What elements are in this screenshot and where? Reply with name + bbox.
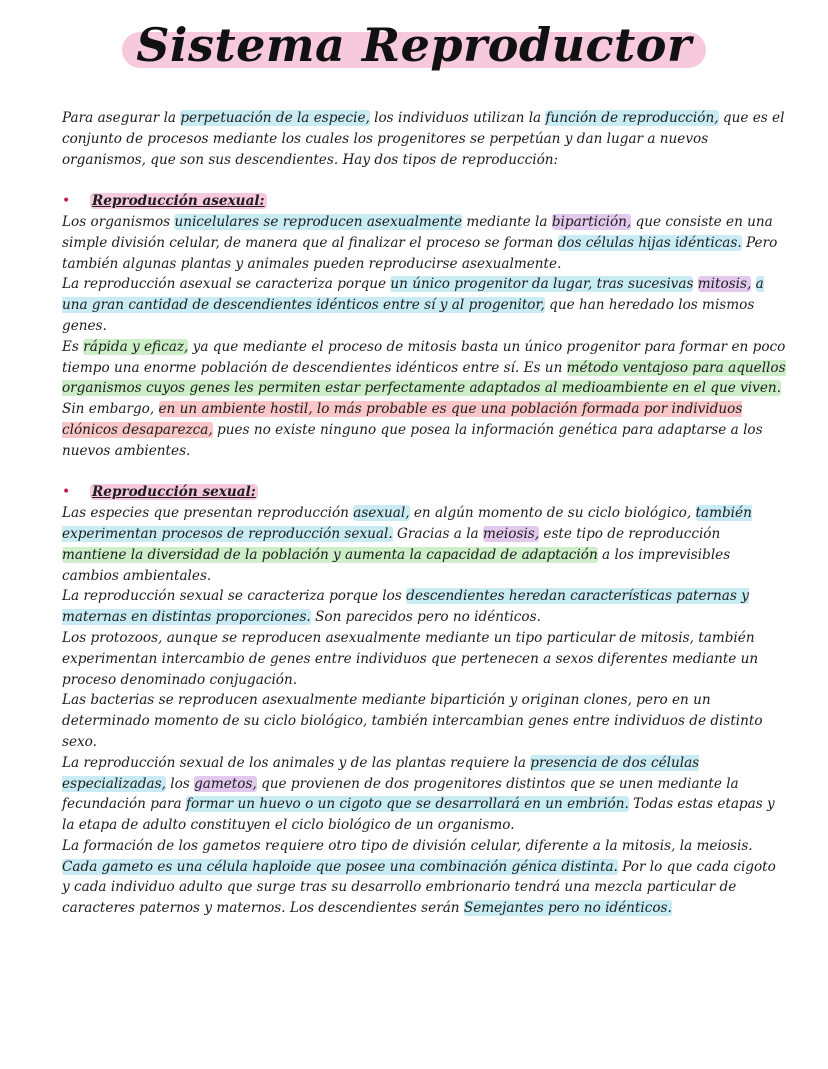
text-run: que provienen de dos progenitores distintos que se unen mediante la fecundación para — [62, 775, 739, 813]
highlighted-text: método ventajoso para aquellos organismos cuyos genes les permiten estar perfectamente adaptados al medioambiente en el que viven. — [62, 359, 786, 397]
text-run: La formación de los gametos requiere otro tipo de división celular, diferente a la mitosis, la meiosis. — [62, 837, 753, 854]
section-body-sexual — [62, 503, 786, 919]
text-run: Por lo que cada cigoto y cada individuo adulto que surge tras su desarrollo embrionario tendrá una mezcla particular de caracteres paternos y maternos. Los descendientes serán — [62, 858, 776, 917]
section-paragraph — [62, 753, 786, 836]
text-run: La reproducción asexual se caracteriza porque — [62, 276, 391, 293]
text-run: La reproducción sexual de los animales y de las plantas requiere la — [62, 754, 531, 771]
text-run: que es el conjunto de procesos mediante los cuales los progenitores se perpetúan y dan lugar a nuevos organismos, que son sus descendientes. Hay dos tipos de reproducción: — [62, 110, 785, 168]
text-run: Gracias a la — [392, 525, 483, 542]
section-heading-asexual — [62, 191, 786, 212]
section-body-asexual — [62, 212, 786, 462]
text-run: los — [165, 775, 195, 792]
highlighted-text: a una gran cantidad de descendientes idénticos entre sí y al progenitor, — [62, 276, 764, 314]
text-run: este tipo de reproducción — [539, 525, 721, 542]
highlighted-text: meiosis, — [483, 525, 540, 542]
intro-paragraph — [62, 108, 786, 170]
text-run: a los imprevisibles cambios ambientales. — [62, 546, 731, 584]
highlighted-text: también experimentan procesos de reproducción sexual. — [62, 505, 752, 542]
text-run: La reproducción sexual se caracteriza porque los — [62, 588, 407, 605]
text-run: Las especies que presentan reproducción — [62, 505, 354, 522]
section-paragraph — [62, 628, 786, 690]
text-run: ya que mediante el proceso de mitosis basta un único progenitor para formar en poco tiempo una enorme población de descendientes idénticos entre sí. Es un — [62, 338, 786, 376]
section-paragraph — [62, 274, 786, 336]
highlighted-text: rápida y eficaz, — [83, 338, 189, 355]
text-run: mediante la — [462, 213, 552, 230]
highlighted-text: un único progenitor da lugar, tras sucesivas — [390, 276, 694, 293]
text-run: Las bacterias se reproducen asexualmente mediante bipartición y originan clones, pero en un determinado momento de su ciclo biológico, también intercambian genes entre individuos de distinto sexo. — [62, 692, 763, 750]
section-paragraph — [62, 586, 786, 628]
text-run: Pero también algunas plantas y animales pueden reproducirse asexualmente. — [62, 234, 778, 272]
text-run: Sin embargo, — [62, 401, 159, 418]
highlighted-text: Cada gameto es una célula haploide que posee una combinación génica distinta. — [62, 858, 618, 875]
highlighted-text: bipartición, — [551, 213, 632, 230]
text-run: Es — [62, 338, 84, 355]
section-paragraph — [62, 690, 786, 752]
highlighted-text: mantiene la diversidad de la población y aumenta la capacidad de adaptación — [62, 546, 598, 563]
text-run: Para asegurar la — [62, 110, 181, 126]
section-heading-label: Reproducción asexual: — [92, 193, 265, 210]
highlighted-text: mitosis, — [697, 276, 752, 293]
page-title: Sistema Reproductor — [122, 18, 705, 72]
highlighted-text: formar un huevo o un cigoto que se desarrollará en un embrión. — [185, 796, 629, 813]
highlighted-text: presencia de dos células especializadas, — [62, 754, 700, 792]
title-area — [0, 18, 828, 72]
highlighted-text: en un ambiente hostil, lo más probable es que una población formada por individuos clónicos desaparezca, — [62, 401, 743, 438]
highlighted-text: gametos, — [194, 775, 257, 792]
text-run: en algún momento de su ciclo biológico, — [409, 505, 696, 522]
document-body — [62, 108, 786, 919]
section-paragraph — [62, 337, 786, 462]
highlighted-text: perpetuación de la especie, — [180, 110, 370, 126]
text-run: que han heredado los mismos genes. — [62, 297, 755, 334]
text-run: pues no existe ninguno que posea la información genética para adaptarse a los nuevos ambientes. — [62, 421, 763, 459]
text-run: Son parecidos pero no idénticos. — [310, 609, 541, 626]
highlighted-text: unicelulares se reproducen asexualmente — [174, 213, 463, 230]
text-run — [751, 276, 755, 292]
bullet-icon: • — [62, 193, 71, 210]
highlighted-text: dos células hijas idénticas. — [557, 234, 742, 251]
section-paragraph — [62, 836, 786, 919]
text-run: los individuos utilizan la — [369, 110, 546, 126]
highlighted-text: asexual, — [353, 505, 410, 522]
section-paragraph — [62, 212, 786, 274]
text-run: que consiste en una simple división celular, de manera que al finalizar el proceso se forman — [62, 213, 773, 251]
text-run: Los protozoos, aunque se reproducen asexualmente mediante un tipo particular de mitosis, también experimentan intercambio de genes entre individuos que pertenecen a sexos diferentes mediante un proceso denominado conjugación. — [62, 629, 759, 688]
highlighted-text: Semejantes pero no idénticos. — [463, 900, 672, 917]
highlighted-text: descendientes heredan características paternas y maternas en distintas proporciones. — [62, 588, 749, 626]
text-run: Los organismos — [62, 213, 175, 230]
section-heading-sexual — [62, 482, 786, 503]
spacer — [62, 462, 786, 483]
section-paragraph — [62, 503, 786, 586]
section-heading-label: Reproducción sexual: — [92, 484, 256, 501]
highlighted-text: función de reproducción, — [545, 110, 719, 126]
spacer — [62, 170, 786, 191]
bullet-icon: • — [62, 484, 71, 501]
text-run: Todas estas etapas y la etapa de adulto constituyen el ciclo biológico de un organismo. — [62, 796, 775, 834]
